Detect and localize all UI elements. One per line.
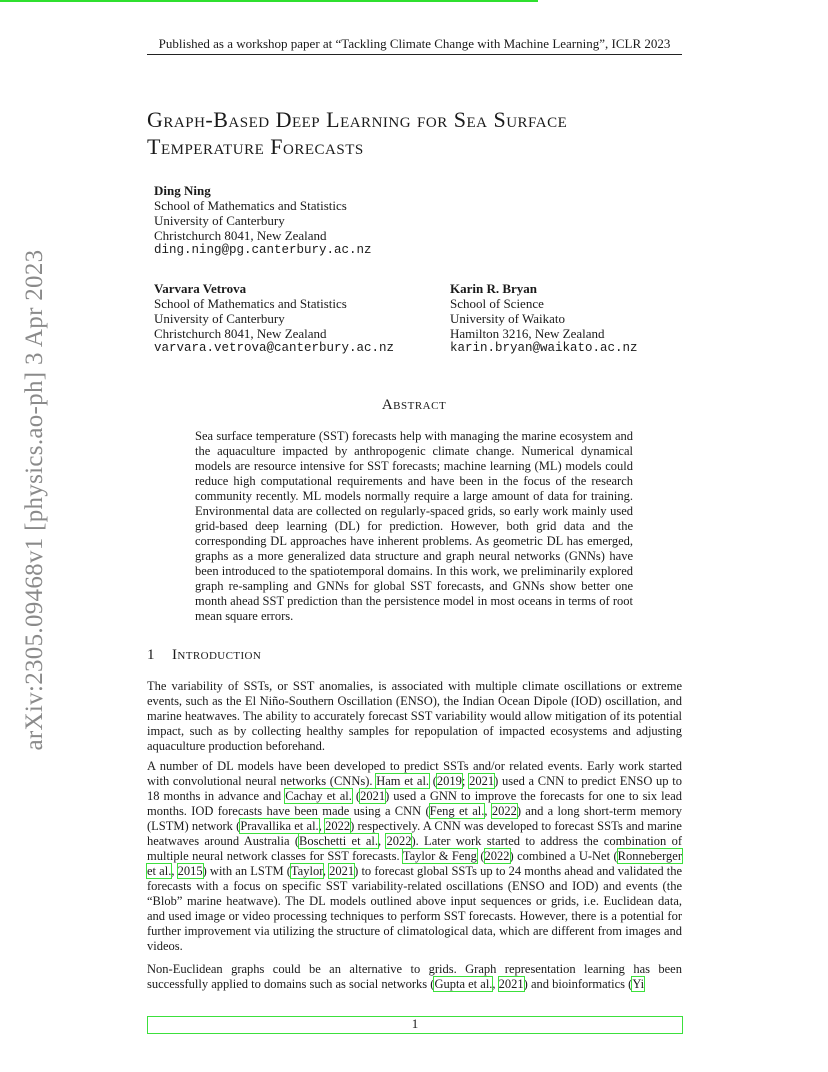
author-university: University of Canterbury <box>154 213 285 228</box>
citation-link[interactable]: 2022 <box>325 819 351 833</box>
author-email[interactable]: karin.bryan@waikato.ac.nz <box>450 341 638 355</box>
author-name: Ding Ning <box>154 183 211 198</box>
paragraph-text: ) respectively. A CNN was developed to forecast SSTs and marine heatwaves around Australia ( <box>147 819 682 848</box>
author-city: Christchurch 8041, New Zealand <box>154 228 327 243</box>
load-progress-bar <box>0 0 538 2</box>
citation-link[interactable]: Gupta et al. <box>434 977 493 991</box>
citation-link[interactable]: 2019 <box>436 774 462 788</box>
citation-link[interactable]: Taylor & Feng <box>402 849 477 863</box>
paragraph-text: ) used a GNN to improve the forecasts for one to six lead months. IOD forecasts have been made using a CNN ( <box>147 789 683 818</box>
paper-title <box>147 106 707 160</box>
author-block-1 <box>154 183 372 258</box>
title-line-2: Temperature Forecasts <box>147 134 364 159</box>
citation-link[interactable]: 2015 <box>177 864 203 878</box>
arxiv-sidebar <box>21 249 48 751</box>
citation-link[interactable]: Boschetti et al. <box>299 834 379 848</box>
author-block-3 <box>450 281 638 356</box>
author-name: Karin R. Bryan <box>450 281 538 296</box>
section-number: 1 <box>147 647 155 663</box>
author-block-2 <box>154 281 394 356</box>
arxiv-id-label: arXiv:2305.09468v1 [physics.ao-ph] 3 Apr 2023 <box>21 249 48 751</box>
paragraph-text: Non-Euclidean graphs could be an alternative to grids. Graph representation learning has been successfully applied to domains such as social networks ( <box>147 962 682 991</box>
intro-paragraph-3 <box>147 962 682 992</box>
paragraph-text: , <box>484 804 492 818</box>
author-school: School of Science <box>450 296 544 311</box>
author-city: Hamilton 3216, New Zealand <box>450 326 605 341</box>
author-name: Varvara Vetrova <box>154 281 247 296</box>
paragraph-text: ) combined a U-Net ( <box>509 849 618 863</box>
intro-paragraph-1: The variability of SSTs, or SST anomalies, is associated with multiple climate oscillations or extreme events, such as the El Niño-Southern Oscillation (ENSO), the Indian Ocean Dipole (IOD) oscillation, and marine heatwaves. The ability to accurately forecast SST variability would allow mitigation of its potential impact, such as by collecting healthy samples for repopulation of impacted ecosystems and adjusting aquaculture production beforehand. <box>147 679 682 753</box>
author-email[interactable]: ding.ning@pg.canterbury.ac.nz <box>154 243 372 257</box>
citation-link[interactable]: 2022 <box>491 804 517 818</box>
citation-link[interactable]: Taylor <box>290 864 323 878</box>
paragraph-text: , <box>492 977 499 991</box>
author-email[interactable]: varvara.vetrova@canterbury.ac.nz <box>154 341 395 355</box>
page-number: 1 <box>411 1016 419 1031</box>
author-school: School of Mathematics and Statistics <box>154 198 347 213</box>
author-school: School of Mathematics and Statistics <box>154 296 347 311</box>
abstract-body: Sea surface temperature (SST) forecasts help with managing the marine ecosystem and the aquaculture impacted by anthropogenic climate change. Numerical dynamical models are resource intensive for SST forecasts; machine learning (ML) models could reduce high computational requirements and have been in the focus of the research community recently. ML models normally require a large amount of data for training. Environmental data are collected on regularly-spaced grids, so early work mainly used grid-based deep learning (DL) for prediction. However, both grid data and the corresponding DL approaches have inherent problems. As geometric DL has emerged, graphs as a more generalized data structure and graph neural networks (GNNs) have been introduced to the spatiotemporal domains. In this work, we preliminarily explored graph re-sampling and GNNs for global SST forecasts, and GNNs show better one month ahead SST prediction than the persistence model in most oceans in terms of root mean square errors. <box>195 429 633 623</box>
running-header: Published as a workshop paper at “Tackling Climate Change with Machine Learning”, ICLR 2023 <box>158 36 671 51</box>
author-university: University of Waikato <box>450 311 565 326</box>
paragraph-text: , <box>378 834 387 848</box>
paragraph-text: ) to forecast global SSTs up to 24 months ahead and validated the forecasts with a focus on specific SST variability-related oscillations (ENSO and IOD) and events (the “Blob” marine heatwave). The DL models outlined above input sequences or grids, i.e. Euclidean data, and used image or video processing techniques to perform SST forecasts. However, there is a potential for further improvement via utilizing the structure of climatological data, which are different from images and videos. <box>147 864 683 953</box>
paragraph-text: ( <box>351 789 361 803</box>
intro-paragraph-2 <box>147 759 682 954</box>
citation-link[interactable]: Feng et al. <box>429 804 485 818</box>
section-heading <box>147 647 261 664</box>
title-line-1: Graph-Based Deep Learning for Sea Surface <box>147 107 568 132</box>
paragraph-text: ( <box>476 849 485 863</box>
paragraph-text: ) used a CNN to predict ENSO up to 18 months in advance and <box>147 774 682 803</box>
paragraph-text: ; <box>461 774 470 788</box>
paragraph-text: ) with an LSTM ( <box>202 864 291 878</box>
citation-link[interactable]: Ronneberger et al. <box>147 849 682 878</box>
citation-link[interactable]: 2021 <box>498 977 524 991</box>
paragraph-text: , <box>318 819 326 833</box>
author-city: Christchurch 8041, New Zealand <box>154 326 327 341</box>
paragraph-text: A number of DL models have been developed to predict SSTs and/or related events. Early work started with convolutional neural networks (CNNs). <box>147 759 682 788</box>
section-title: Introduction <box>172 647 262 663</box>
paragraph-text: ) and bioinformatics ( <box>523 977 633 991</box>
citation-link[interactable]: 2022 <box>386 834 412 848</box>
citation-link[interactable]: Ham et al. <box>376 774 430 788</box>
header-rule <box>147 54 682 55</box>
abstract-heading: Abstract <box>381 397 447 413</box>
paragraph-text: , <box>322 864 330 878</box>
author-university: University of Canterbury <box>154 311 285 326</box>
paragraph-text: , <box>171 864 178 878</box>
citation-link[interactable]: Pravallika et al. <box>240 819 319 833</box>
citation-link[interactable]: Yi <box>632 977 645 991</box>
citation-link[interactable]: 2021 <box>360 789 386 803</box>
citation-link[interactable]: 2021 <box>469 774 495 788</box>
citation-link[interactable]: 2021 <box>329 864 355 878</box>
paragraph-text: ). Later work started to address the combination of multiple neural network classes for SST forecasts. <box>147 834 682 863</box>
citation-link[interactable]: 2022 <box>484 849 510 863</box>
paragraph-text: ( <box>429 774 437 788</box>
citation-link[interactable]: Cachay et al. <box>285 789 352 803</box>
paragraph-text: ) and a long short-term memory (LSTM) network ( <box>147 804 682 833</box>
